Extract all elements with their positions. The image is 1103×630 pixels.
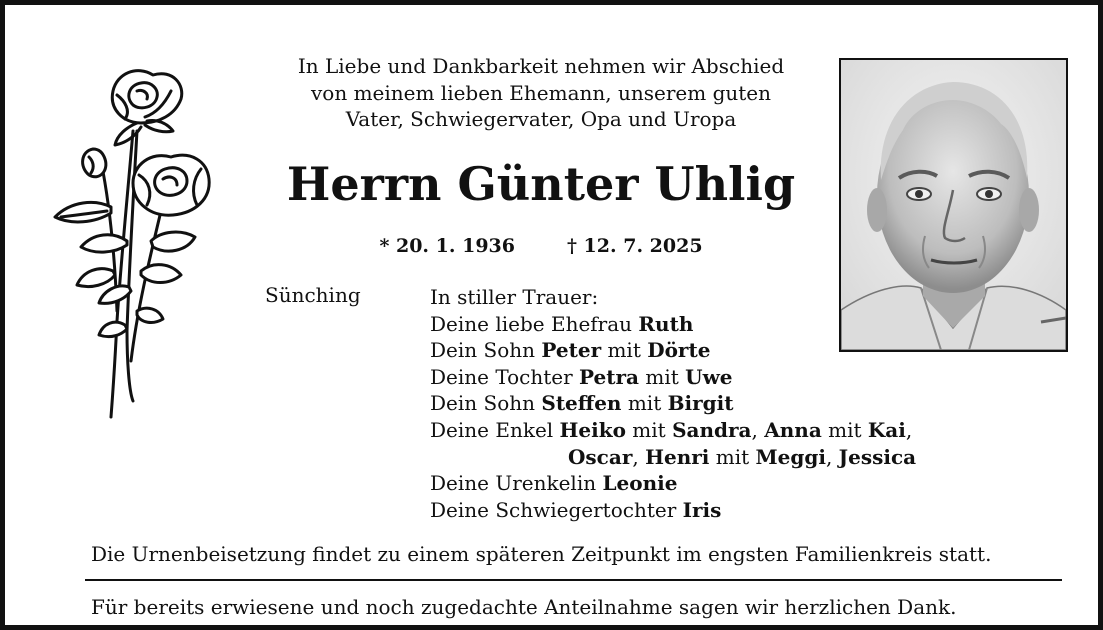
life-dates [245,233,837,259]
mourner-relation: mit [625,417,673,442]
portrait-image [841,60,1066,350]
mourner-relation: Deine Enkel [430,417,560,442]
mourner-relation: Deine Tochter [430,364,580,389]
deceased-name: Herrn Günter Uhlig [286,157,796,211]
thanks-text: Für bereits erwiesene und noch zugedachte Anteilnahme sagen wir herzlichen Dank. [91,595,957,619]
mourners-intro: In stiller Trauer: [430,285,599,309]
burial-note: Die Urnenbeisetzung findet zu einem späteren Zeitpunkt im engsten Familienkreis statt. [91,542,992,566]
mourner-name: Iris [682,497,722,522]
mourner-relation: , [825,444,839,469]
divider [85,579,1062,581]
portrait-photo [839,58,1068,352]
mourner-name: Peter [541,338,602,363]
mourner-name: Anna [764,417,822,442]
mourner-relation: mit [639,364,686,389]
mourner-line [430,497,916,524]
place-name: Sünching [265,283,361,307]
mourner-name: Dörte [647,338,711,363]
mourner-relation: Dein Sohn [430,338,542,363]
mourner-relation: mit [601,338,648,363]
death-date: † 12. 7. 2025 [567,235,703,257]
mourner-name: Jessica [838,444,917,469]
mourner-relation: Deine Urenkelin [430,471,603,496]
mourner-name: Heiko [559,417,626,442]
mourner-name: Henri [645,444,710,469]
mourner-name: Ruth [638,311,694,336]
intro-line: In Liebe und Dankbarkeit nehmen wir Abschied [297,54,785,78]
mourner-line [430,390,916,417]
mourner-name: Sandra [672,417,752,442]
mourner-relation: mit [621,391,668,416]
intro-text [245,53,837,133]
mourner-line [430,444,916,471]
mourner-name: Kai [867,417,906,442]
mourner-relation: , [905,417,913,442]
mourner-name: Meggi [755,444,826,469]
mourner-relation: mit [709,444,756,469]
rose-illustration-icon [41,61,219,421]
mourner-name: Oscar [568,444,633,469]
mourner-name: Birgit [667,391,734,416]
intro-line: Vater, Schwiegervater, Opa und Uropa [345,107,737,131]
mourner-line [430,417,916,444]
mourner-relation: mit [821,417,868,442]
mourner-line [430,470,916,497]
mourner-name: Uwe [685,364,733,389]
mourner-relation: , [751,417,765,442]
mourner-relation: Deine liebe Ehefrau [430,311,639,336]
mourner-relation: , [632,444,646,469]
mourner-name: Petra [579,364,640,389]
birth-date: * 20. 1. 1936 [379,235,515,257]
mourner-line [430,364,916,391]
mourner-relation: Deine Schwiegertochter [430,497,683,522]
mourner-name: Steffen [541,391,622,416]
mourner-relation: Dein Sohn [430,391,542,416]
mourner-name: Leonie [602,471,678,496]
intro-line: von meinem lieben Ehemann, unserem guten [310,80,772,105]
